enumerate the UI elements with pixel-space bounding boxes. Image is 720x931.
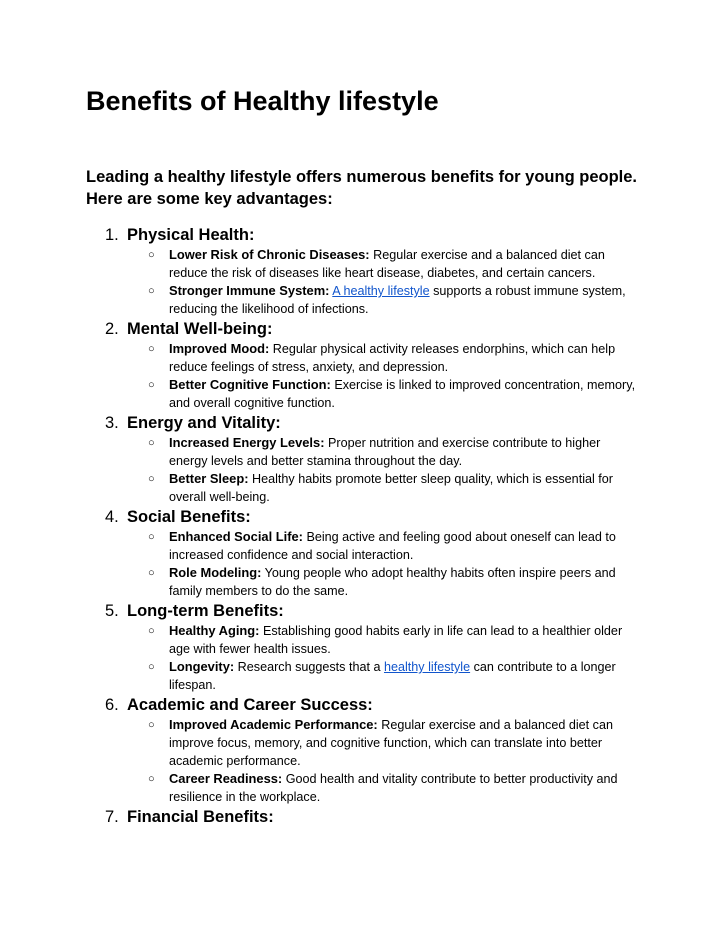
section-number: 2. — [105, 320, 119, 338]
sub-list — [86, 622, 646, 694]
hollow-bullet-icon: ○ — [148, 473, 155, 485]
section-number: 5. — [105, 602, 119, 620]
item-text-continued: can contribute to a longer lifespan. — [169, 660, 616, 692]
section-title: Long-term Benefits: — [127, 602, 284, 620]
sub-list — [86, 716, 646, 806]
sub-list-item — [86, 282, 637, 318]
hollow-bullet-icon: ○ — [148, 285, 155, 297]
section-item — [86, 506, 646, 600]
item-text: Healthy habits promote better sleep quality, which is essential for overall well-being. — [169, 472, 613, 504]
section-item — [86, 318, 646, 412]
item-label: Improved Academic Performance: — [169, 717, 378, 732]
sub-list-item — [86, 434, 637, 470]
section-item — [86, 412, 646, 506]
hollow-bullet-icon: ○ — [148, 379, 155, 391]
intro-paragraph: Leading a healthy lifestyle offers numerous benefits for young people. Here are some key advantages: — [86, 168, 638, 208]
item-text-continued: supports a robust immune system, reducing the likelihood of infections. — [169, 284, 626, 316]
section-title: Mental Well-being: — [127, 320, 273, 338]
sub-list — [86, 528, 646, 600]
sub-list-item — [86, 770, 637, 806]
sub-list — [86, 246, 646, 318]
item-text: Good health and vitality contribute to better productivity and resilience in the workplace. — [169, 772, 618, 804]
benefits-list — [86, 224, 646, 828]
section-title: Energy and Vitality: — [127, 414, 281, 432]
section-heading — [86, 806, 646, 828]
item-label: Enhanced Social Life: — [169, 529, 303, 544]
item-label: Longevity: — [169, 659, 235, 674]
sub-list-item — [86, 340, 637, 376]
section-title: Social Benefits: — [127, 508, 251, 526]
hollow-bullet-icon: ○ — [148, 531, 155, 543]
item-text: Proper nutrition and exercise contribute to higher energy levels and better stamina throughout the day. — [169, 436, 601, 468]
section-heading — [86, 412, 646, 434]
section-heading — [86, 694, 646, 716]
item-label: Increased Energy Levels: — [169, 435, 325, 450]
document-title: Benefits of Healthy lifestyle — [86, 86, 439, 116]
sub-list-item — [86, 470, 637, 506]
item-text: Regular exercise and a balanced diet can improve focus, memory, and cognitive function, which can translate into better academic performance. — [169, 718, 613, 768]
item-text: Being active and feeling good about oneself can lead to increased confidence and social interaction. — [169, 530, 616, 562]
item-label: Better Cognitive Function: — [169, 377, 331, 392]
section-title: Physical Health: — [127, 226, 255, 244]
item-label: Role Modeling: — [169, 565, 262, 580]
hollow-bullet-icon: ○ — [148, 567, 155, 579]
item-label: Better Sleep: — [169, 471, 249, 486]
healthy-lifestyle-link[interactable]: healthy lifestyle — [383, 660, 471, 674]
item-label: Career Readiness: — [169, 771, 283, 786]
section-number: 1. — [105, 226, 119, 244]
item-text: Establishing good habits early in life can lead to a healthier older age with fewer health issues. — [169, 624, 623, 656]
hollow-bullet-icon: ○ — [148, 719, 155, 731]
hollow-bullet-icon: ○ — [148, 773, 155, 785]
section-heading — [86, 224, 646, 246]
item-text: Research suggests that a — [234, 660, 384, 674]
item-label: Stronger Immune System: — [169, 283, 330, 298]
section-number: 6. — [105, 696, 119, 714]
item-text: Young people who adopt healthy habits often inspire peers and family members to do the same. — [169, 566, 616, 598]
hollow-bullet-icon: ○ — [148, 625, 155, 637]
hollow-bullet-icon: ○ — [148, 343, 155, 355]
section-heading — [86, 318, 646, 340]
item-text: Exercise is linked to improved concentration, memory, and overall cognitive function. — [169, 378, 636, 410]
sub-list-item — [86, 376, 637, 412]
hollow-bullet-icon: ○ — [148, 437, 155, 449]
item-label: Improved Mood: — [169, 341, 270, 356]
section-item — [86, 694, 646, 806]
section-title: Financial Benefits: — [127, 808, 274, 826]
sub-list-item — [86, 564, 637, 600]
sub-list-item — [86, 528, 637, 564]
sub-list-item — [86, 622, 637, 658]
item-text: Regular exercise and a balanced diet can reduce the risk of diseases like heart disease, diabetes, and certain cancers. — [169, 248, 605, 280]
section-number: 4. — [105, 508, 119, 526]
item-text: Regular physical activity releases endorphins, which can help reduce feelings of stress, anxiety, and depression. — [169, 342, 616, 374]
section-number: 3. — [105, 414, 119, 432]
hollow-bullet-icon: ○ — [148, 249, 155, 261]
section-item — [86, 806, 646, 828]
section-item — [86, 600, 646, 694]
sub-list-item — [86, 716, 637, 770]
item-label: Healthy Aging: — [169, 623, 260, 638]
section-item — [86, 224, 646, 318]
healthy-lifestyle-link[interactable]: A healthy lifestyle — [332, 284, 430, 298]
hollow-bullet-icon: ○ — [148, 661, 155, 673]
sub-list — [86, 340, 646, 412]
section-heading — [86, 600, 646, 622]
sub-list-item — [86, 246, 637, 282]
section-heading — [86, 506, 646, 528]
item-label: Lower Risk of Chronic Diseases: — [169, 247, 370, 262]
section-title: Academic and Career Success: — [127, 696, 373, 714]
sub-list-item — [86, 658, 637, 694]
sub-list — [86, 434, 646, 506]
section-number: 7. — [105, 808, 119, 826]
